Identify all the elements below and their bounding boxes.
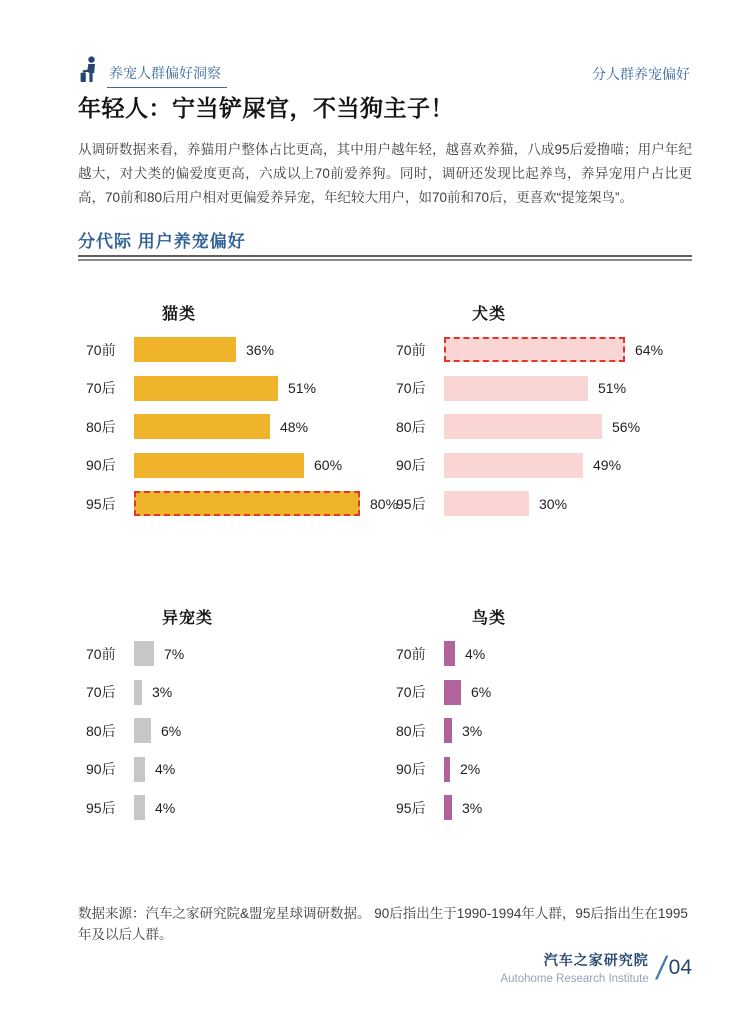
value-label: 2% [460,761,481,777]
chart-bar [134,491,360,516]
chart-bar [444,376,588,401]
chart-bar [134,757,145,782]
page-number: 04 [668,955,692,979]
value-label: 64% [635,341,664,358]
chart-rows [396,641,702,820]
category-label: 70后 [396,684,426,700]
value-label: 3% [152,684,173,700]
chart-row [396,641,702,666]
chart-bar [444,757,450,782]
category-label: 90后 [396,761,426,777]
chart-bar [134,641,154,666]
chart-bar [444,337,625,362]
chart-row [86,491,399,516]
chart-bar [444,641,455,666]
value-label: 36% [246,341,275,358]
footer-org-en: Autohome Research Institute [500,973,649,985]
value-label: 80% [370,495,399,512]
page-title: 年轻人：宁当铲屎官，不当狗主子！ [78,95,454,121]
chart-row [86,641,392,666]
value-label: 30% [539,495,568,512]
chart-row [396,376,702,401]
brand-link[interactable]: 养宠人群偏好洞察 [107,63,227,88]
chart-row [396,680,702,705]
category-label: 80后 [86,418,116,435]
value-label: 4% [465,645,486,662]
value-label: 6% [161,722,182,739]
brand [78,56,227,88]
value-label: 3% [462,722,483,739]
section-heading: 分代际 用户养宠偏好 [78,232,246,251]
category-label: 95后 [396,495,426,512]
value-label: 51% [288,380,317,396]
chart-bar [444,680,461,705]
intro-paragraph: 从调研数据来看，养猫用户整体占比更高，其中用户越年轻，越喜欢养猫，八成95后爱撸喵；用户年纪越大，对犬类的偏爱度更高，六成以上70前爱养狗。同时，调研还发现比起养鸟，养异宠用户占比更高，70前和80后用户相对更偏爱养异宠，年纪较大用户，如70前和70后，更喜欢“提笼架鸟”。 [78,142,692,205]
footer-slash-decoration: / [656,949,666,986]
chart-bar [444,491,529,516]
section-divider [78,255,692,261]
value-label: 4% [155,799,176,816]
source-note: 数据来源：汽车之家研究院&盟宠星球调研数据。 90后指出生于1990-1994年人群，95后指出生在1995年及以后人群。 [78,906,688,942]
chart-bar [444,718,452,743]
chart-bar [134,453,304,478]
chart-row [86,337,392,362]
chart-exotic-pets [86,605,392,834]
category-label: 95后 [86,799,116,816]
footer-org [500,950,648,985]
category-label: 80后 [396,418,426,435]
chart-cats [86,301,399,530]
value-label: 60% [314,457,343,473]
category-label: 70前 [86,341,116,358]
chart-title: 猫类 [162,306,197,323]
chart-row [86,680,392,705]
chart-bar [134,795,145,820]
value-label: 48% [280,418,309,435]
chart-rows [86,337,399,516]
chart-bar [134,376,278,401]
value-label: 56% [612,418,641,435]
value-label: 7% [164,645,185,662]
chart-row [86,795,392,820]
chart-row [396,337,702,362]
category-label: 80后 [86,722,116,739]
chart-birds [396,605,702,834]
chart-row [86,757,392,782]
chart-dogs [396,301,702,530]
chart-row [396,757,702,782]
value-label: 4% [155,761,176,777]
category-label: 90后 [86,457,116,473]
chart-bar [134,337,236,362]
category-label: 70前 [396,341,426,358]
header [78,56,690,88]
category-label: 70后 [86,380,116,396]
value-label: 3% [462,799,483,816]
chart-bar [134,680,142,705]
person-with-pet-icon [78,56,100,88]
chart-row [86,414,392,439]
value-label: 51% [598,380,627,396]
footer [500,950,692,985]
chart-row [396,414,702,439]
chart-row [396,795,702,820]
chart-row [86,376,392,401]
chart-row [396,718,702,743]
category-label: 70后 [86,684,116,700]
category-label: 90后 [396,457,426,473]
category-label: 70前 [396,645,426,662]
category-label: 70前 [86,645,116,662]
chart-row [86,453,392,478]
chart-bar [444,414,602,439]
chart-title: 异宠类 [162,610,214,627]
category-label: 95后 [396,799,426,816]
chart-title: 鸟类 [472,610,507,627]
chart-bar [444,453,583,478]
header-section-label: 分人群养宠偏好 [592,66,690,82]
footer-org-cn: 汽车之家研究院 [543,952,649,968]
value-label: 6% [471,684,492,700]
chart-rows [86,641,392,820]
category-label: 95后 [86,495,116,512]
category-label: 80后 [396,722,426,739]
chart-title: 犬类 [472,306,507,323]
chart-bar [134,718,151,743]
category-label: 90后 [86,761,116,777]
chart-bar [134,414,270,439]
chart-rows [396,337,702,516]
category-label: 70后 [396,380,426,396]
chart-row [86,718,392,743]
chart-row [396,453,702,478]
chart-bar [444,795,452,820]
value-label: 49% [593,457,622,473]
chart-row [396,491,702,516]
